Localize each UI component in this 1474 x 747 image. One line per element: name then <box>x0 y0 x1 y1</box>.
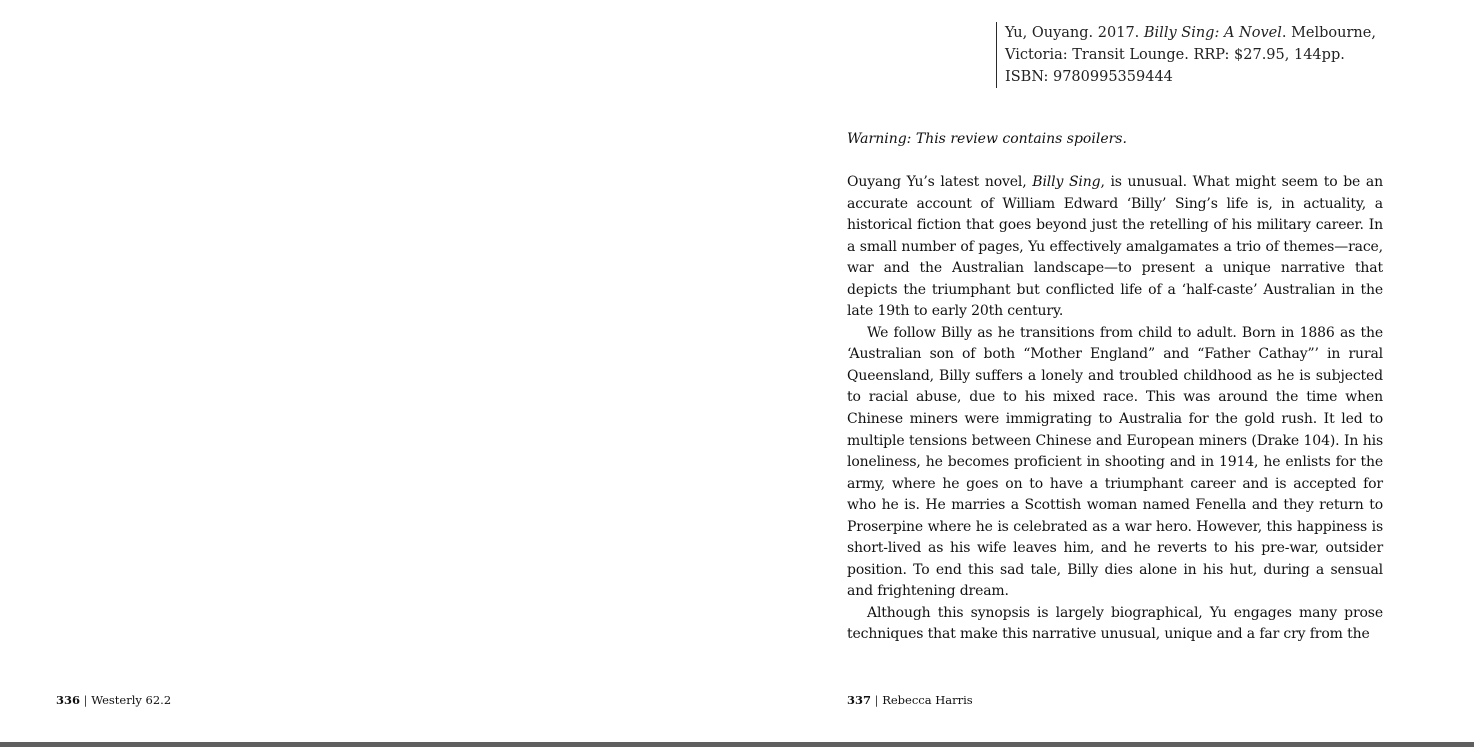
left-page-number: 336 <box>56 693 81 707</box>
left-footer-separator: | <box>83 693 88 707</box>
book-citation <box>996 22 1387 88</box>
right-page-number: 337 <box>847 693 872 707</box>
paragraph-1-title: Billy Sing <box>1032 174 1101 190</box>
right-footer-separator: | <box>874 693 879 707</box>
citation-book-title: Billy Sing: A Novel <box>1143 25 1282 41</box>
paragraph-1-start: Ouyang Yu’s latest novel, <box>847 174 1033 190</box>
paragraph-1 <box>847 172 1383 323</box>
citation-author-year: Yu, Ouyang. 2017. <box>1005 25 1144 41</box>
left-page-footer <box>56 692 171 708</box>
right-page-footer <box>847 692 973 708</box>
paragraph-1-rest: , is unusual. What might seem to be an accurate account of William Edward ‘Billy’ Sing’s life is, in actuality, a historical fiction that goes beyond just the retelling of his military career. In a small number of pages, Yu effectively amalgamates a trio of themes—race, war and the Australian landscape—to present a unique narrative that depicts the triumphant but conflicted life of a ‘half-caste’ Australian in the late 19th to early 20th century. <box>847 174 1384 320</box>
paragraph-3: Although this synopsis is largely biographical, Yu engages many prose techniques that make this narrative unusual, unique and a far cry from the <box>847 604 1383 643</box>
review-body <box>847 172 1383 646</box>
journal-issue-label: Westerly 62.2 <box>91 693 172 707</box>
author-name-label: Rebecca Harris <box>882 693 973 707</box>
citation-publication-details: . Melbourne, Victoria: Transit Lounge. RRP: $27.95, 144pp. ISBN: 9780995359444 <box>1005 25 1376 85</box>
paragraph-2: We follow Billy as he transitions from child to adult. Born in 1886 as the ‘Australian son of both “Mother England” and “Father Cathay”’ in rural Queensland, Billy suffers a lonely and troubled childhood as he is subjected to racial abuse, due to his mixed race. This was around the time when Chinese miners were immigrating to Australia for the gold rush. It led to multiple tensions between Chinese and European miners (Drake 104). In his loneliness, he becomes proficient in shooting and in 1914, he enlists for the army, where he goes on to have a triumphant career and is accepted for who he is. He marries a Scottish woman named Fenella and they return to Proserpine where he is celebrated as a war hero. However, this happiness is short-lived as his wife leaves him, and he reverts to his pre-war, outsider position. To end this sad tale, Billy dies alone in his hut, during a sensual and frightening dream. <box>847 324 1383 600</box>
bottom-edge-bar <box>0 742 1474 747</box>
spoiler-warning: Warning: This review contains spoilers. <box>847 131 1127 147</box>
